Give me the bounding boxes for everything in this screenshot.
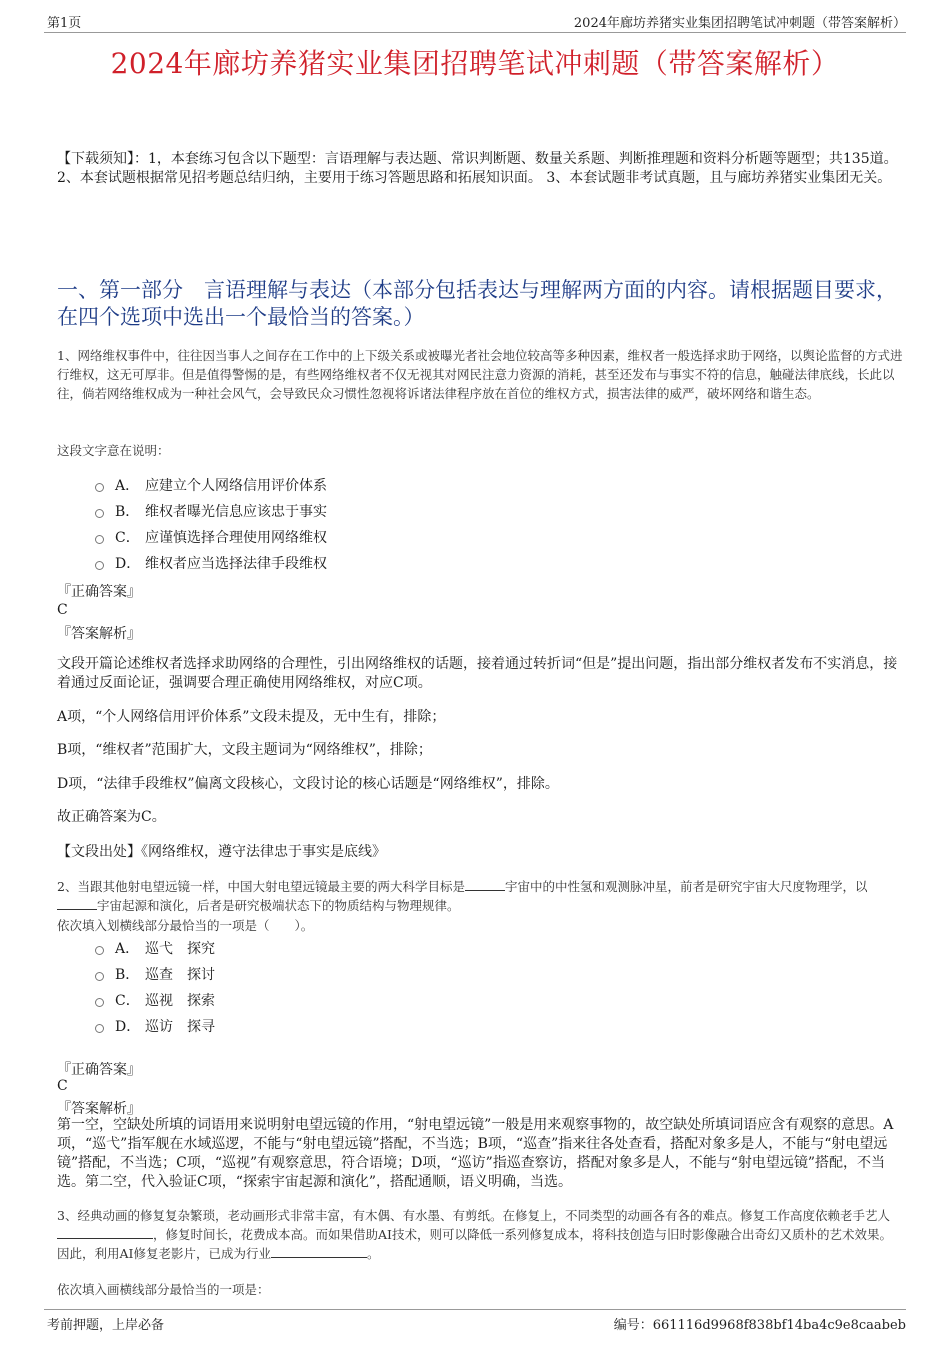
q2-analysis: 第一空，空缺处所填的词语用来说明射电望远镜的作用，“射电望远镜”一般是用来观察事物的，故空缺处所填词语应含有观察的意思。A项，“巡弋”指军舰在水域巡逻，不能与“射电望远镜”搭配，不当选；B项，“巡查”指来往各处查看，搭配对象多是人，不能与“射电望远镜”搭配，不当选；C项，“巡视”有观察意思，符合语境；D项，“巡访”指巡查察访，搭配对象多是人，不能与“射电望远镜”搭配，不当选。第二空，代入验证C项，“探索宇宙起源和演化”，搭配通顺，语义明确，当选。 <box>57 1117 894 1190</box>
fill-blank <box>57 897 97 910</box>
fill-blank <box>271 1245 367 1258</box>
radio-icon[interactable] <box>95 972 104 981</box>
q1-answer-label: 『正确答案』 <box>57 584 141 600</box>
option-letter: D． <box>115 1019 141 1035</box>
footer-doc-id: 编号：661116d9968f838bf14ba4c9e8caabeb <box>613 1318 906 1333</box>
radio-icon[interactable] <box>95 483 104 492</box>
option-text: 维权者曝光信息应该忠于事实 <box>145 504 327 520</box>
question-1-text: 1、网络维权事件中，往往因当事人之间存在工作中的上下级关系或被曝光者社会地位较高等多种因素，维权者一般选择求助于网络，以舆论监督的方式进行维权，这无可厚非。但是值得警惕的是，有些网络维权者不仅无视其对网民注意力资源的消耗，甚至还发布与事实不符的信息，触碰法律底线，长此以往，倘若网络维权成为一种社会风气，会导致民众习惯性忽视将诉诸法律程序放在首位的维权方式，损害法律的威严，破坏网络和谐生态。 <box>57 348 903 401</box>
option-letter: C． <box>115 993 140 1009</box>
option-text: 应建立个人网络信用评价体系 <box>145 478 327 494</box>
page-number: 第1页 <box>47 16 82 31</box>
q1-analysis-label: 『答案解析』 <box>57 626 141 642</box>
question-2-text <box>57 877 903 915</box>
q1-option-b[interactable] <box>95 503 327 521</box>
option-text: 应谨慎选择合理使用网络维权 <box>145 530 327 546</box>
section-heading: 一、第一部分 言语理解与表达（本部分包括表达与理解两方面的内容。请根据题目要求，在四个选项中选出一个最恰当的答案。） <box>57 278 897 329</box>
radio-icon[interactable] <box>95 998 104 1007</box>
radio-icon[interactable] <box>95 509 104 518</box>
q1-analysis-paragraph: 文段开篇论述维权者选择求助网络的合理性，引出网络维权的话题，接着通过转折词“但是”提出问题，指出部分维权者发布不实消息，接着通过反面论证，强调要合理正确使用网络维权，对应C项。 <box>57 656 898 691</box>
option-text: 维权者应当选择法律手段维权 <box>145 556 327 572</box>
q2-option-b[interactable] <box>95 966 215 984</box>
q3-text-part: 3、经典动画的修复复杂繁琐，老动画形式非常丰富，有木偶、有水墨、有剪纸。在修复上，不同类型的动画各有各的难点。修复工作高度依赖老手艺人 <box>57 1208 890 1223</box>
q1-analysis-line: D项，“法律手段维权”偏离文段核心，文段讨论的核心话题是“网络维权”，排除。 <box>57 776 559 792</box>
option-letter: A． <box>115 941 140 957</box>
fill-blank <box>57 1226 153 1239</box>
q2-text-part: 宇宙起源和演化，后者是研究极端状态下的物质结构与物理规律。 <box>97 898 460 913</box>
download-notice: 【下载须知】：1，本套练习包含以下题型：言语理解与表达题、常识判断题、数量关系题、判断推理题和资料分析题等题型；共135道。 2、本套试题根据常见招考题总结归纳，主要用于练习答题思路和拓展知识面。 3、本套试题非考试真题，且与廊坊养猪实业集团无关。 <box>57 151 898 186</box>
footer-divider <box>44 1309 906 1310</box>
q1-analysis-line: B项，“维权者”范围扩大，文段主题词为“网络维权”，排除； <box>57 742 432 758</box>
option-letter: D． <box>115 556 141 572</box>
q2-option-c[interactable] <box>95 992 215 1010</box>
q3-text-part: 。 <box>366 1246 380 1261</box>
q1-answer: C <box>57 602 68 618</box>
question-3-prompt: 依次填入画横线部分最恰当的一项是： <box>57 1282 270 1297</box>
q2-option-d[interactable] <box>95 1018 215 1036</box>
radio-icon[interactable] <box>95 561 104 570</box>
q1-option-a[interactable] <box>95 477 327 495</box>
option-text: 巡访 探寻 <box>145 1019 215 1035</box>
footer-slogan: 考前押题，上岸必备 <box>47 1318 165 1333</box>
option-letter: C． <box>115 530 140 546</box>
radio-icon[interactable] <box>95 946 104 955</box>
q1-option-d[interactable] <box>95 555 327 573</box>
q1-source: 【文段出处】《网络维权，遵守法律忠于事实是底线》 <box>57 844 386 860</box>
page-title: 2024年廊坊养猪实业集团招聘笔试冲刺题（带答案解析） <box>110 47 840 80</box>
option-letter: B． <box>115 967 140 983</box>
header-doc-title: 2024年廊坊养猪实业集团招聘笔试冲刺题（带答案解析） <box>573 16 906 31</box>
q1-analysis-line: 故正确答案为C。 <box>57 809 166 825</box>
option-text: 巡查 探讨 <box>145 967 215 983</box>
q2-analysis-label: 『答案解析』 <box>57 1101 141 1117</box>
question-2-prompt: 依次填入划横线部分最恰当的一项是（ ）。 <box>57 918 314 933</box>
question-1-prompt: 这段文字意在说明： <box>57 443 170 458</box>
radio-icon[interactable] <box>95 535 104 544</box>
q1-option-c[interactable] <box>95 529 327 547</box>
option-text: 巡视 探索 <box>145 993 215 1009</box>
fill-blank <box>465 878 505 891</box>
option-text: 巡弋 探究 <box>145 941 215 957</box>
q2-answer: C <box>57 1078 68 1094</box>
q2-text-part: 2、当跟其他射电望远镜一样，中国大射电望远镜最主要的两大科学目标是 <box>57 879 465 894</box>
q2-answer-label: 『正确答案』 <box>57 1062 141 1078</box>
option-letter: A． <box>115 478 140 494</box>
option-letter: B． <box>115 504 140 520</box>
q2-text-part: 宇宙中的中性氢和观测脉冲星，前者是研究宇宙大尺度物理学，以 <box>504 879 868 894</box>
q3-text-part: ，修复时间长，花费成本高。而如果借助AI技术，则可以降低一系列修复成本，将科技创造与旧时影像融合出奇幻又质朴的艺术效果。因此，利用AI修复老影片，已成为行业 <box>57 1227 892 1261</box>
radio-icon[interactable] <box>95 1024 104 1033</box>
q1-analysis-line: A项，“个人网络信用评价体系”文段未提及，无中生有，排除； <box>57 709 446 725</box>
q2-option-a[interactable] <box>95 940 215 958</box>
question-3-text <box>57 1206 903 1263</box>
header-divider <box>44 32 906 33</box>
